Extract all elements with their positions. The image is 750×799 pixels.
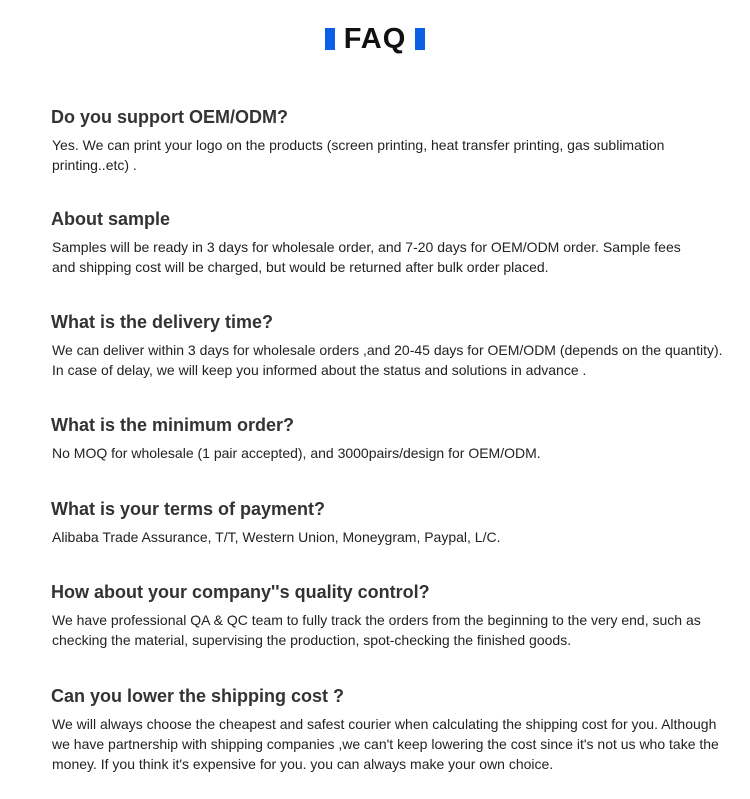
faq-answer-line: In case of delay, we will keep you informed about the status and solutions in advance . — [52, 362, 587, 378]
faq-answer — [52, 237, 731, 277]
faq-question: About sample — [51, 209, 171, 229]
faq-answer-line: printing..etc) . — [52, 157, 137, 173]
faq-answer-line: We have professional QA & QC team to fully track the orders from the beginning to the very end, such as — [52, 612, 701, 628]
faq-question: What is the minimum order? — [51, 415, 295, 435]
faq-answer — [52, 135, 731, 175]
faq-answer-line: Alibaba Trade Assurance, T/T, Western Union, Moneygram, Paypal, L/C. — [52, 529, 501, 545]
faq-answer — [52, 714, 731, 774]
faq-answer — [52, 527, 731, 547]
faq-header — [0, 22, 750, 56]
faq-answer-line: checking the material, supervising the production, spot-checking the finished goods. — [52, 632, 572, 648]
faq-item-sample — [51, 208, 731, 277]
faq-answer-line: Yes. We can print your logo on the products (screen printing, heat transfer printing, gas sublimation — [52, 137, 665, 153]
faq-answer-line: No MOQ for wholesale (1 pair accepted), and 3000pairs/design for OEM/ODM. — [52, 445, 541, 461]
faq-question: What is the delivery time? — [51, 312, 274, 332]
faq-item-shipping-cost — [51, 685, 731, 774]
faq-answer — [52, 443, 731, 463]
title-accent-bar-left — [325, 28, 335, 50]
faq-item-oem-odm — [51, 106, 731, 175]
faq-question: How about your company''s quality control? — [51, 582, 430, 602]
faq-answer-line: We will always choose the cheapest and safest courier when calculating the shipping cost for you. Although — [52, 716, 717, 732]
faq-question: Can you lower the shipping cost ? — [51, 686, 345, 706]
faq-answer-line: we have partnership with shipping companies ,we can't keep lowering the cost since it's not us who take the — [52, 736, 719, 752]
faq-item-minimum-order — [51, 414, 731, 463]
faq-answer — [52, 610, 731, 650]
faq-answer-line: and shipping cost will be charged, but would be returned after bulk order placed. — [52, 259, 549, 275]
faq-item-delivery-time — [51, 311, 731, 380]
faq-question: What is your terms of payment? — [51, 499, 326, 519]
page-title: FAQ — [343, 23, 407, 55]
faq-answer-line: Samples will be ready in 3 days for wholesale order, and 7-20 days for OEM/ODM order. Sample fees — [52, 239, 681, 255]
faq-item-quality-control — [51, 581, 731, 650]
faq-answer — [52, 340, 731, 380]
faq-answer-line: We can deliver within 3 days for wholesale orders ,and 20-45 days for OEM/ODM (depends on the quantity). — [52, 342, 723, 358]
faq-answer-line: money. If you think it's expensive for you. you can always make your own choice. — [52, 756, 554, 772]
faq-question: Do you support OEM/ODM? — [51, 107, 288, 127]
title-accent-bar-right — [415, 28, 425, 50]
faq-item-payment-terms — [51, 498, 731, 547]
